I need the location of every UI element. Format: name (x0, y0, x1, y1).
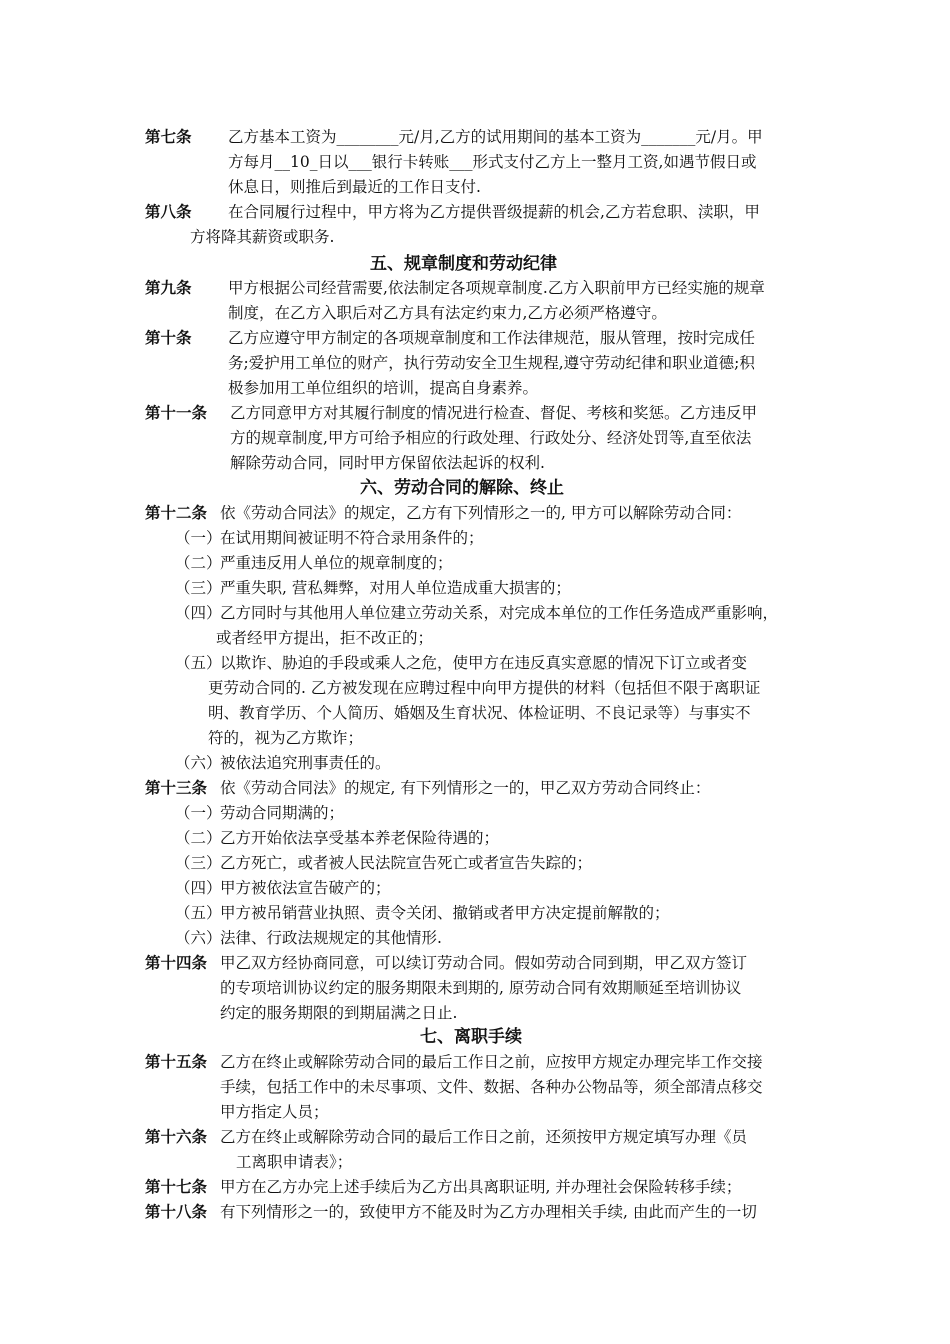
text-segment: 方每月 (228, 153, 275, 171)
article-13-line-1: 依《劳动合同法》的规定, 有下列情形之一的，甲乙双方劳动合同终止： (220, 779, 711, 797)
article-14-label: 第十四条 (145, 953, 208, 972)
pay-method: ___银行卡转账___ (348, 153, 473, 171)
art12-item-1-num: （一） (175, 529, 222, 547)
art13-item-6-num: （六） (175, 929, 222, 947)
art13-item-6: 法律、行政法规规定的其他情形. (220, 929, 442, 947)
art12-item-6-num: （六） (175, 754, 222, 772)
article-17-line-1: 甲方在乙方办完上述手续后为乙方出具离职证明, 并办理社会保险转移手续； (220, 1178, 742, 1196)
article-11-line-3: 解除劳动合同，同时甲方保留依法起诉的权利. (230, 454, 545, 472)
article-15-line-3: 甲方指定人员； (220, 1103, 329, 1121)
section-7-heading: 七、离职手续 (420, 1027, 522, 1047)
pay-day: __10_ (274, 153, 318, 171)
article-15-line-2: 手续，包括工作中的未尽事项、文件、数据、各种办公物品等，须全部清点移交 (220, 1078, 763, 1096)
section-6-heading: 六、劳动合同的解除、终止 (360, 478, 564, 498)
article-7-label: 第七条 (145, 127, 192, 146)
art12-item-5-line-3: 明、教育学历、个人简历、婚姻及生育状况、体检证明、不良记录等）与事实不 (208, 704, 751, 722)
text-segment: 元/月,乙方的试用期间的基本工资为 (398, 128, 642, 146)
art13-item-2: 乙方开始依法享受基本养老保险待遇的； (220, 829, 500, 847)
article-16-label: 第十六条 (145, 1127, 208, 1146)
art12-item-6: 被依法追究刑事责任的。 (220, 754, 391, 772)
article-7-line-2 (228, 150, 756, 174)
section-5-heading: 五、规章制度和劳动纪律 (370, 254, 557, 274)
trial-salary-blank: _______ (641, 128, 696, 146)
article-17-label: 第十七条 (145, 1177, 208, 1196)
art12-item-4-num: （四） (175, 604, 222, 622)
art12-item-4-cont: 或者经甲方提出，拒不改正的； (216, 629, 434, 647)
art13-item-5-num: （五） (175, 904, 222, 922)
article-10-line-2: 务;爱护用工单位的财产，执行劳动安全卫生规程,遵守劳动纪律和职业道德;积 (228, 354, 755, 372)
art12-item-5-line-2: 更劳动合同的. 乙方被发现在应聘过程中向甲方提供的材料（包括但不限于离职证 (208, 679, 761, 697)
art13-item-4-num: （四） (175, 879, 222, 897)
art12-item-5-line-4: 符的，视为乙方欺诈； (208, 729, 364, 747)
art13-item-3: 乙方死亡，或者被人民法院宣告死亡或者宣告失踪的； (220, 854, 593, 872)
article-10-label: 第十条 (145, 328, 192, 347)
article-7 (145, 125, 192, 149)
art13-item-1-num: （一） (175, 804, 222, 822)
article-14-line-3: 约定的服务期限的到期届满之日止. (220, 1004, 458, 1022)
art12-item-2: 严重违反用人单位的规章制度的； (220, 554, 453, 572)
art13-item-3-num: （三） (175, 854, 222, 872)
article-9-label: 第九条 (145, 278, 192, 297)
article-12-line-1: 依《劳动合同法》的规定，乙方有下列情形之一的, 甲方可以解除劳动合同： (220, 504, 742, 522)
article-11-line-1: 乙方同意甲方对其履行制度的情况进行检查、督促、考核和奖惩。乙方违反甲 (230, 404, 758, 422)
article-8-line-1: 在合同履行过程中，甲方将为乙方提供晋级提薪的机会,乙方若怠职、渎职，甲 (228, 203, 760, 221)
article-15-line-1: 乙方在终止或解除劳动合同的最后工作日之前，应按甲方规定办理完毕工作交接 (220, 1053, 763, 1071)
article-10-line-3: 极参加用工单位组织的培训，提高自身素养。 (228, 379, 539, 397)
art12-item-4: 乙方同时与其他用人单位建立劳动关系，对完成本单位的工作任务造成严重影响， (220, 604, 779, 622)
article-11-label: 第十一条 (145, 403, 208, 422)
art13-item-1: 劳动合同期满的； (220, 804, 345, 822)
art13-item-2-num: （二） (175, 829, 222, 847)
art13-item-4: 甲方被依法宣告破产的； (220, 879, 391, 897)
article-12-label: 第十二条 (145, 503, 208, 522)
text-segment: 元/月。甲 (695, 128, 763, 146)
article-9-line-2: 制度，在乙方入职后对乙方具有法定约束力,乙方必须严格遵守。 (228, 304, 667, 322)
text-segment: 形式支付乙方上一整月工资,如遇节假日或 (472, 153, 757, 171)
art12-item-1: 在试用期间被证明不符合录用条件的； (220, 529, 484, 547)
label-text: 第八条 (145, 202, 192, 221)
article-13-label: 第十三条 (145, 778, 208, 797)
text-segment: 乙方基本工资为 (228, 128, 337, 146)
text-segment: 日以 (317, 153, 349, 171)
art12-item-3-num: （三） (175, 579, 222, 597)
article-18-label: 第十八条 (145, 1202, 208, 1221)
article-9-line-1: 甲方根据公司经营需要,依法制定各项规章制度.乙方入职前甲方已经实施的规章 (228, 279, 765, 297)
article-8-line-2: 方将降其薪资或职务. (190, 228, 335, 246)
article-18-line-1: 有下列情形之一的，致使甲方不能及时为乙方办理相关手续, 由此而产生的一切 (220, 1203, 757, 1221)
article-7-line-3: 休息日，则推后到最近的工作日支付. (228, 178, 481, 196)
art13-item-5: 甲方被吊销营业执照、责令关闭、撤销或者甲方决定提前解散的； (220, 904, 670, 922)
article-15-label: 第十五条 (145, 1052, 208, 1071)
article-14-line-2: 的专项培训协议约定的服务期限未到期的, 原劳动合同有效期顺延至培训协议 (220, 979, 742, 997)
art12-item-3: 严重失职, 营私舞弊，对用人单位造成重大损害的； (220, 579, 571, 597)
art12-item-2-num: （二） (175, 554, 222, 572)
article-10-line-1: 乙方应遵守甲方制定的各项规章制度和工作法律规范，服从管理，按时完成任 (228, 329, 756, 347)
article-11-line-2: 方的规章制度,甲方可给予相应的行政处理、行政处分、经济处罚等,直至依法 (230, 429, 752, 447)
article-16-line-2: 工离职申请表》； (236, 1153, 353, 1171)
article-8-label (145, 200, 192, 224)
salary-blank: ________ (336, 128, 399, 146)
art12-item-5-num: （五） (175, 654, 222, 672)
article-14-line-1: 甲乙双方经协商同意，可以续订劳动合同。假如劳动合同到期，甲乙双方签订 (220, 954, 748, 972)
art12-item-5-line-1: 以欺诈、胁迫的手段或乘人之危，使甲方在违反真实意愿的情况下订立或者变 (220, 654, 748, 672)
article-7-line-1 (228, 125, 763, 149)
article-16-line-1: 乙方在终止或解除劳动合同的最后工作日之前，还须按甲方规定填写办理《员 (220, 1128, 748, 1146)
